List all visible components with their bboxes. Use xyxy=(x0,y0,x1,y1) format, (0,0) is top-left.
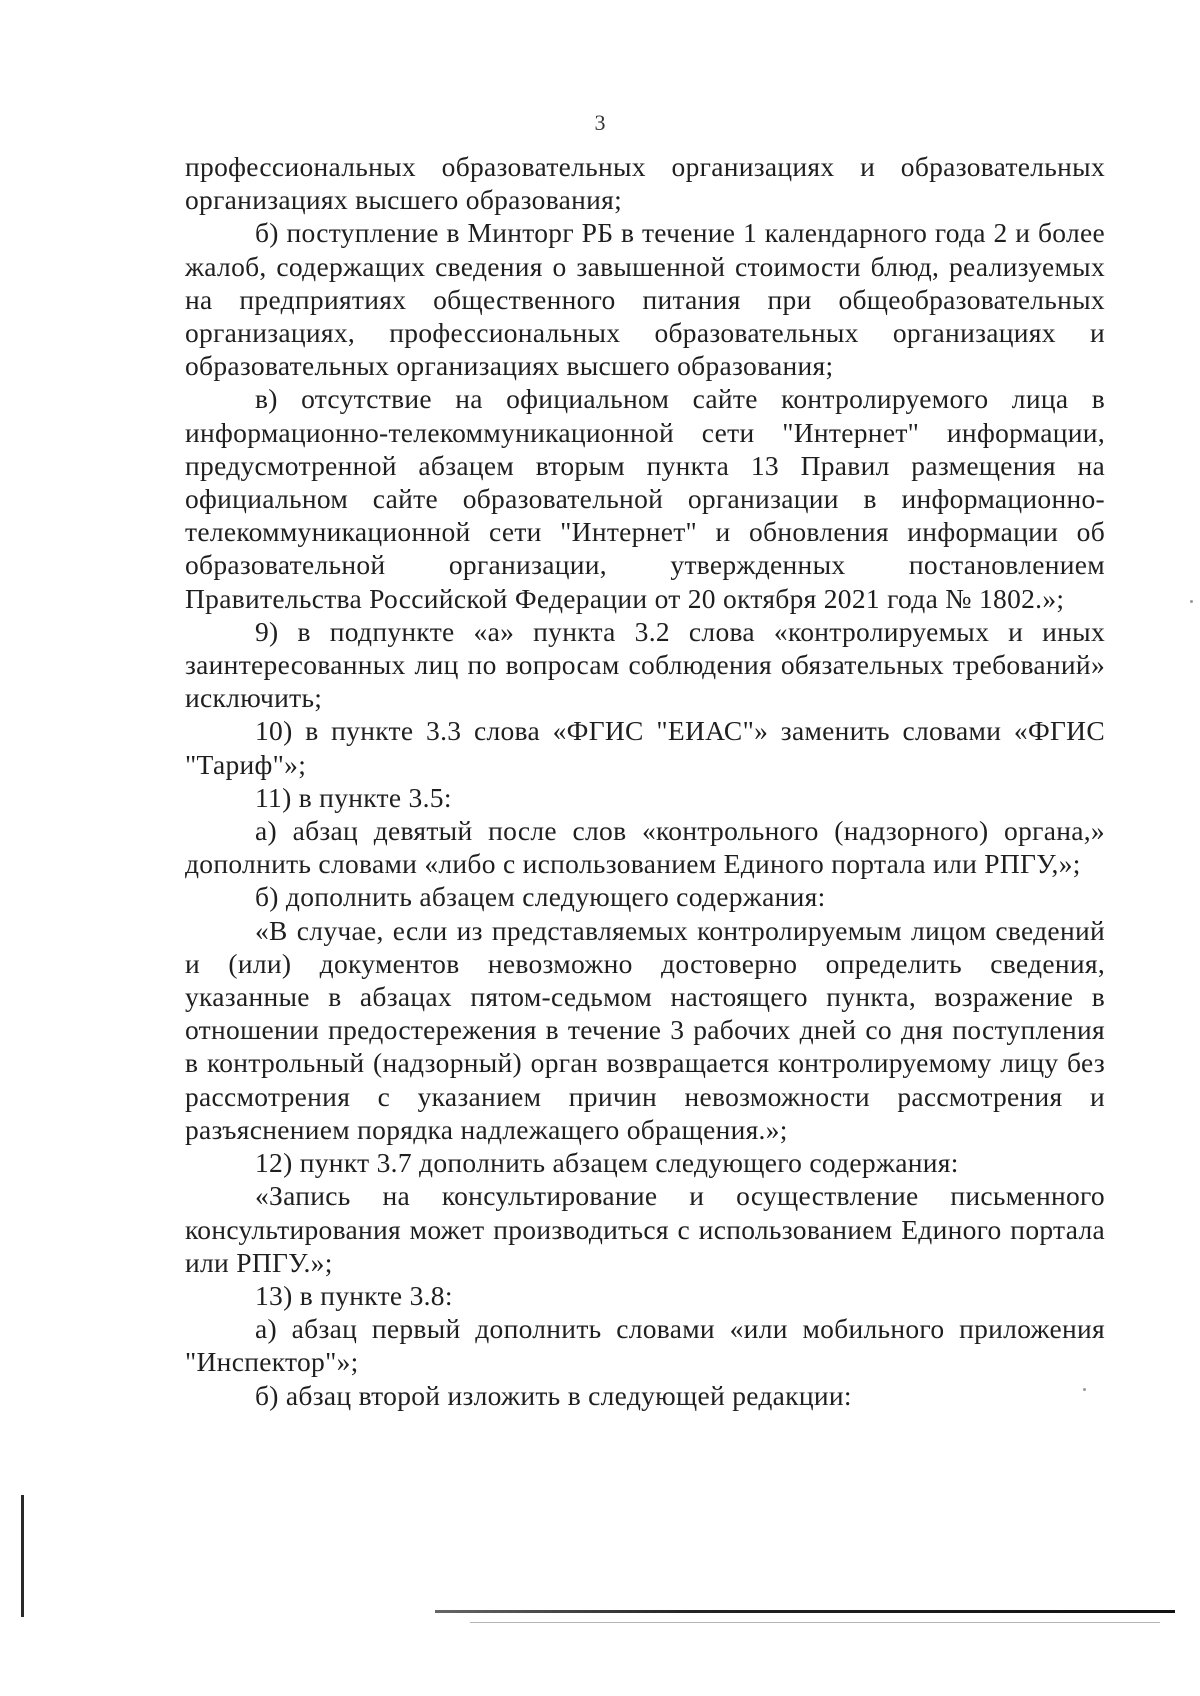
scan-margin-line xyxy=(21,1495,24,1617)
paragraph-item-11a: а) абзац девятый после слов «контрольного (надзорного) органа,» дополнить словами «либо с использованием Единого портала или РПГУ,»; xyxy=(185,815,1105,880)
paragraph-item-11: 11) в пункте 3.5: xyxy=(255,781,452,813)
paragraph-item-10: 10) в пункте 3.3 слова «ФГИС "ЕИАС"» заменить словами «ФГИС "Тариф"»; xyxy=(185,715,1105,780)
scan-speck xyxy=(1190,600,1193,603)
paragraph-item-12: 12) пункт 3.7 дополнить абзацем следующего содержания: xyxy=(255,1147,959,1179)
paragraph-item-13b: б) абзац второй изложить в следующей редакции: xyxy=(255,1379,852,1411)
paragraph-item-v: в) отсутствие на официальном сайте контролируемого лица в информационно-телекоммуникационной сети "Интернет" информации, предусмотренной абзацем вторым пункта 13 Правил размещения на официальном сайте образовательной организации в информационно-телекоммуникационной сети "Интернет" и обновления информации об образовательной организации, утвержденных постановлением Правительства Российской Федерации от 20 октября 2021 года № 1802.»; xyxy=(185,383,1105,614)
paragraph-quote-consult: «Запись на консультирование и осуществление письменного консультирования может производиться с использованием Единого портала или РПГУ.»; xyxy=(185,1180,1105,1278)
paragraph-item-b: б) поступление в Минторг РБ в течение 1 календарного года 2 и более жалоб, содержащих сведения о завышенной стоимости блюд, реализуемых на предприятиях общественного питания при общеобразовательных организациях, профессиональных образовательных организациях и образовательных организациях высшего образования; xyxy=(185,217,1105,382)
paragraph-continuation: профессиональных образовательных организациях и образовательных организациях высшего образования; xyxy=(185,151,1105,216)
paragraph-quote-case: «В случае, если из представляемых контролируемым лицом сведений и (или) документов невозможно достоверно определить сведения, указанные в абзацах пятом-седьмом настоящего пункта, возражение в отношении предостережения в течение 3 рабочих дней со дня поступления в контрольный (надзорный) орган возвращается контролируемому лицу без рассмотрения с указанием причин невозможности рассмотрения и разъяснением порядка надлежащего обращения.»; xyxy=(185,914,1105,1145)
document-body xyxy=(185,150,1105,1412)
paragraph-item-13: 13) в пункте 3.8: xyxy=(255,1279,453,1311)
paragraph-item-9: 9) в подпункте «а» пункта 3.2 слова «контролируемых и иных заинтересованных лиц по вопросам соблюдения обязательных требований» исключить; xyxy=(185,615,1105,714)
page-number: 3 xyxy=(594,110,606,135)
scan-bottom-rule-faint xyxy=(470,1622,1160,1623)
paragraph-item-11b: б) дополнить абзацем следующего содержания: xyxy=(255,881,826,913)
scan-speck xyxy=(1083,1388,1086,1391)
scan-bottom-rule xyxy=(435,1610,1175,1613)
paragraph-item-13a: а) абзац первый дополнить словами «или мобильного приложения "Инспектор"»; xyxy=(185,1313,1105,1378)
